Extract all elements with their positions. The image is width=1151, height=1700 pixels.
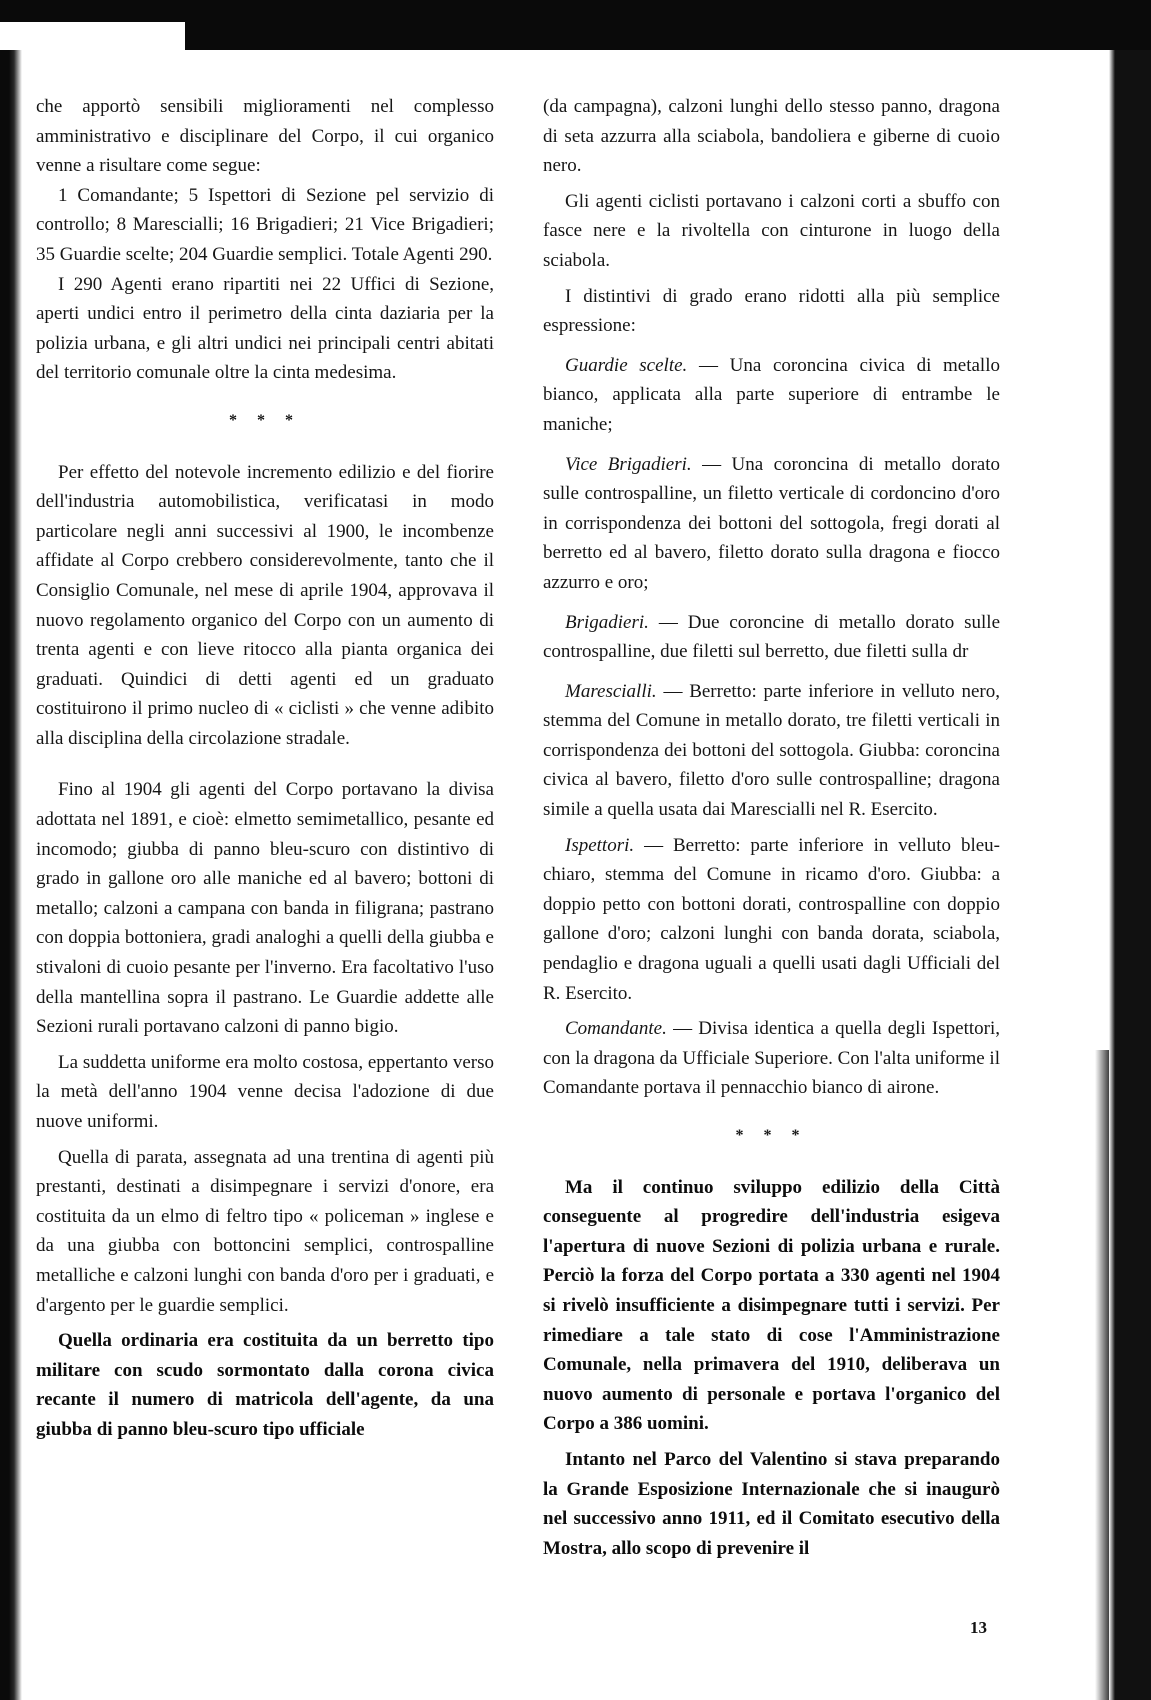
paragraph: Per effetto del notevole incremento edilizio e del fiorire dell'industria automobilistica, verificatasi in modo particolare negli anni successivi al 1900, le incombenze affidate al Corpo crebbero considerevolmente, tanto che il Consiglio Comunale, nel mese di aprile 1904, approvava il nuovo regolamento organico del Corpo con un aumento di trenta agenti e con lieve ritocco alla pianta organica dei graduati. Quindici di detti agenti ed un graduato costituirono il primo nucleo di « ciclisti » che venne adibito alla disciplina della circolazione stradale.	[36, 461, 494, 749]
paragraph: che apportò sensibili miglioramenti nel complesso amministrativo e disciplinare del Corpo, il cui organico venne a risultare come segue:	[36, 96, 494, 177]
rank-description: — Una coroncina di metallo dorato sulle controspalline, un filetto verticale di cordoncino d'oro in corrispondenza dei bottoni del sottogola, fregi dorati al berretto ed al bavero, filetto dorato sulla dragona e fiocco azzurro e oro;	[543, 453, 1001, 593]
paragraph: 1 Comandante; 5 Ispettori di Sezione pel servizio di controllo; 8 Marescialli; 16 Brigadieri; 21 Vice Brigadieri; 35 Guardie scelte; 204 Guardie semplici. Totale Agenti 290.	[36, 184, 494, 265]
scan-top-border	[0, 0, 1151, 50]
rank-term: Vice Brigadieri.	[565, 453, 692, 475]
paragraph: Fino al 1904 gli agenti del Corpo portavano la divisa adottata nel 1891, e cioè: elmetto semimetallico, pesante ed incomodo; giubba di panno bleu-scuro con distintivo di grado in gallone oro alle maniche ed al bavero; bottoni di metallo; calzoni a campana con banda in filigrana; pastrano con doppia bottoniera, gradi analoghi a quelli della giubba e stivaloni di cuoio pesante per l'inverno. Era facoltativo l'uso della mantellina sopra il pastrano. Le Guardie addette alle Sezioni rurali portavano calzoni di panno bigio.	[36, 779, 494, 1038]
paragraph: Intanto nel Parco del Valentino si stava preparando la Grande Esposizione Internazionale che si inaugurò nel successivo anno 1911, ed il Comitato esecutivo della Mostra, allo scopo di prevenire il	[543, 1448, 1000, 1559]
paragraph: I 290 Agenti erano ripartiti nei 22 Uffici di Sezione, aperti undici entro il perimetro della cinta daziaria per la polizia urbana, e gli altri undici nei principali centri abitati del territorio comunale oltre la cinta medesima.	[36, 273, 494, 384]
scan-left-border	[0, 50, 22, 1700]
rank-entry-guardie-scelte	[543, 351, 1000, 440]
rank-entry-ispettori	[543, 831, 1000, 1009]
rank-description: — Una coroncina civica di metallo bianco, applicata alla parte superiore di entrambe le maniche;	[543, 354, 1000, 435]
paragraph: (da campagna), calzoni lunghi dello stesso panno, dragona di seta azzurra alla sciabola, bandoliera e giberne di cuoio nero.	[543, 96, 1000, 177]
rank-description: — Berretto: parte inferiore in velluto nero, stemma del Comune in metallo dorato, tre filetti verticali in corrispondenza dei bottoni del sottogola. Giubba: coroncina civica al bavero, filetto d'oro sulle controspalline; dragona simile a quella usata dai Marescialli nel R. Esercito.	[543, 680, 1001, 821]
paragraph: Quella di parata, assegnata ad una trentina di agenti più prestanti, destinati a disimpegnare i servizi d'onore, era costituita da un elmo di feltro tipo « policeman » inglese e da una giubba con bottoncini semplici, controspalline metalliche e calzoni lunghi con banda d'oro per i graduati, e d'argento per le guardie semplici.	[36, 1146, 494, 1316]
rank-term: Comandante.	[565, 1018, 667, 1040]
rank-term: Ispettori.	[565, 834, 635, 856]
paragraph: Ma il continuo sviluppo edilizio della Città conseguente al progredire dell'industria esigeva l'apertura di nuove Sezioni di polizia urbana e rurale. Perciò la forza del Corpo portata a 330 agenti nel 1904 si rivelò insufficiente a disimpegnare tutti i servizi. Per rimediare a tale stato di cose l'Amministrazione Comunale, nella primavera del 1910, deliberava un nuovo aumento di personale e portava l'organico del Corpo a 386 uomini.	[543, 1176, 1000, 1435]
rank-description: — Divisa identica a quella degli Ispettori, con la dragona da Ufficiale Superiore. Con l'alta uniforme il Comandante portava il pennacchio bianco di airone.	[543, 1018, 1000, 1099]
rank-term: Guardie scelte.	[565, 354, 688, 376]
section-separator: * * *	[735, 1127, 808, 1144]
paragraph: I distintivi di grado erano ridotti alla più semplice espressione:	[543, 285, 1000, 337]
left-column	[36, 92, 494, 1445]
page-number: 13	[970, 1618, 987, 1637]
paragraph: Quella ordinaria era costituita da un berretto tipo militare con scudo sormontato dalla corona civica recante il numero di matricola dell'agente, da una giubba di panno bleu-scuro tipo ufficiale	[36, 1330, 494, 1440]
paragraph: La suddetta uniforme era molto costosa, eppertanto verso la metà dell'anno 1904 venne decisa l'adozione di due nuove uniformi.	[36, 1051, 494, 1132]
scan-right-border	[1109, 50, 1151, 1700]
rank-entry-brigadieri	[543, 608, 1000, 667]
rank-term: Marescialli.	[565, 680, 657, 702]
paragraph: Gli agenti ciclisti portavano i calzoni corti a sbuffo con fasce nere e la rivoltella con cinturone in luogo della sciabola.	[543, 190, 1000, 271]
right-column	[543, 92, 1000, 1563]
rank-description: — Due coroncine di metallo dorato sulle controspalline, due filetti sul berretto, due filetti sulla dr	[543, 611, 1000, 663]
section-separator: * * *	[229, 411, 301, 429]
rank-entry-comandante	[543, 1014, 1000, 1103]
rank-term: Brigadieri.	[565, 611, 649, 633]
rank-description: — Berretto: parte inferiore in velluto bleu-chiaro, stemma del Comune in ricamo d'oro. Giubba: a doppio petto con bottoni dorati, controspalline con doppio gallone d'oro; calzoni lunghi con banda dorata, sciabola, pendaglio e dragona uguali a quelli usati dagli Ufficiali del R. Esercito.	[543, 834, 1001, 1004]
rank-entry-vice-brigadieri	[543, 450, 1000, 598]
rank-entry-marescialli	[543, 677, 1000, 825]
scan-top-notch	[0, 22, 185, 50]
